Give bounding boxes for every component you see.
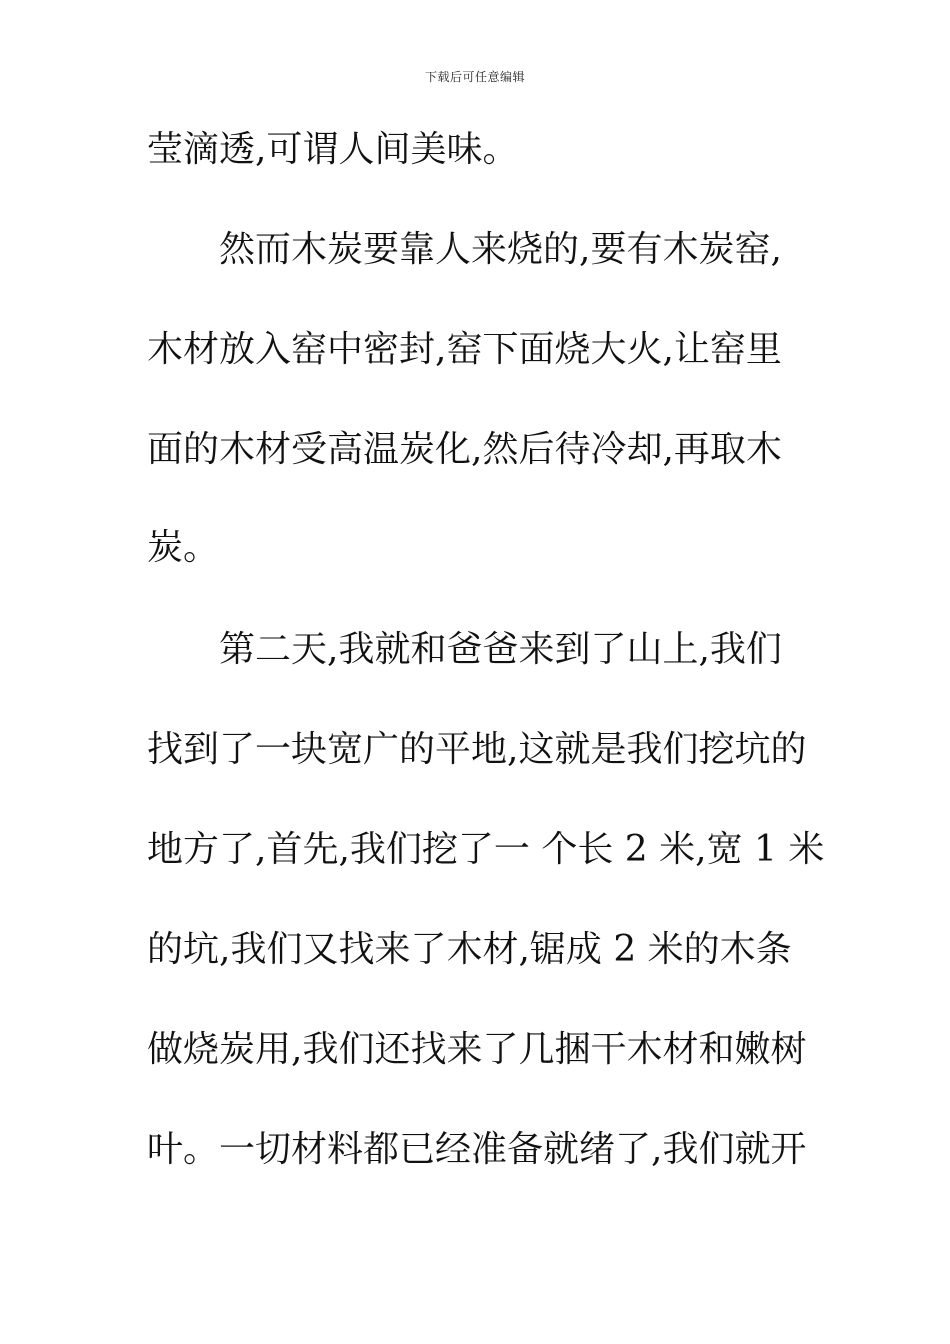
header-note: 下载后可任意编辑 [424, 70, 525, 84]
text-line: 面的木材受高温炭化,然后待冷却,再取木 [147, 429, 782, 470]
text-line: 的坑,我们又找来了木材,锯成 2 米的木条 [147, 929, 792, 970]
text-line: 然而木炭要靠人来烧的,要有木炭窑, [147, 229, 782, 270]
text-line: 莹滴透,可谓人间美味。 [147, 129, 519, 170]
text-line: 木材放入窑中密封,窑下面烧大火,让窑里 [147, 329, 782, 370]
text-line: 叶。一切材料都已经准备就绪了,我们就开 [147, 1129, 807, 1170]
text-line: 找到了一块宽广的平地,这就是我们挖坑的 [147, 729, 807, 770]
text-line: 做烧炭用,我们还找来了几捆干木材和嫩树 [147, 1029, 807, 1070]
text-line: 炭。 [147, 527, 220, 568]
text-line: 地方了,首先,我们挖了一 个长 2 米,宽 1 米 [147, 829, 825, 870]
text-line: 第二天,我就和爸爸来到了山上,我们 [147, 629, 782, 670]
